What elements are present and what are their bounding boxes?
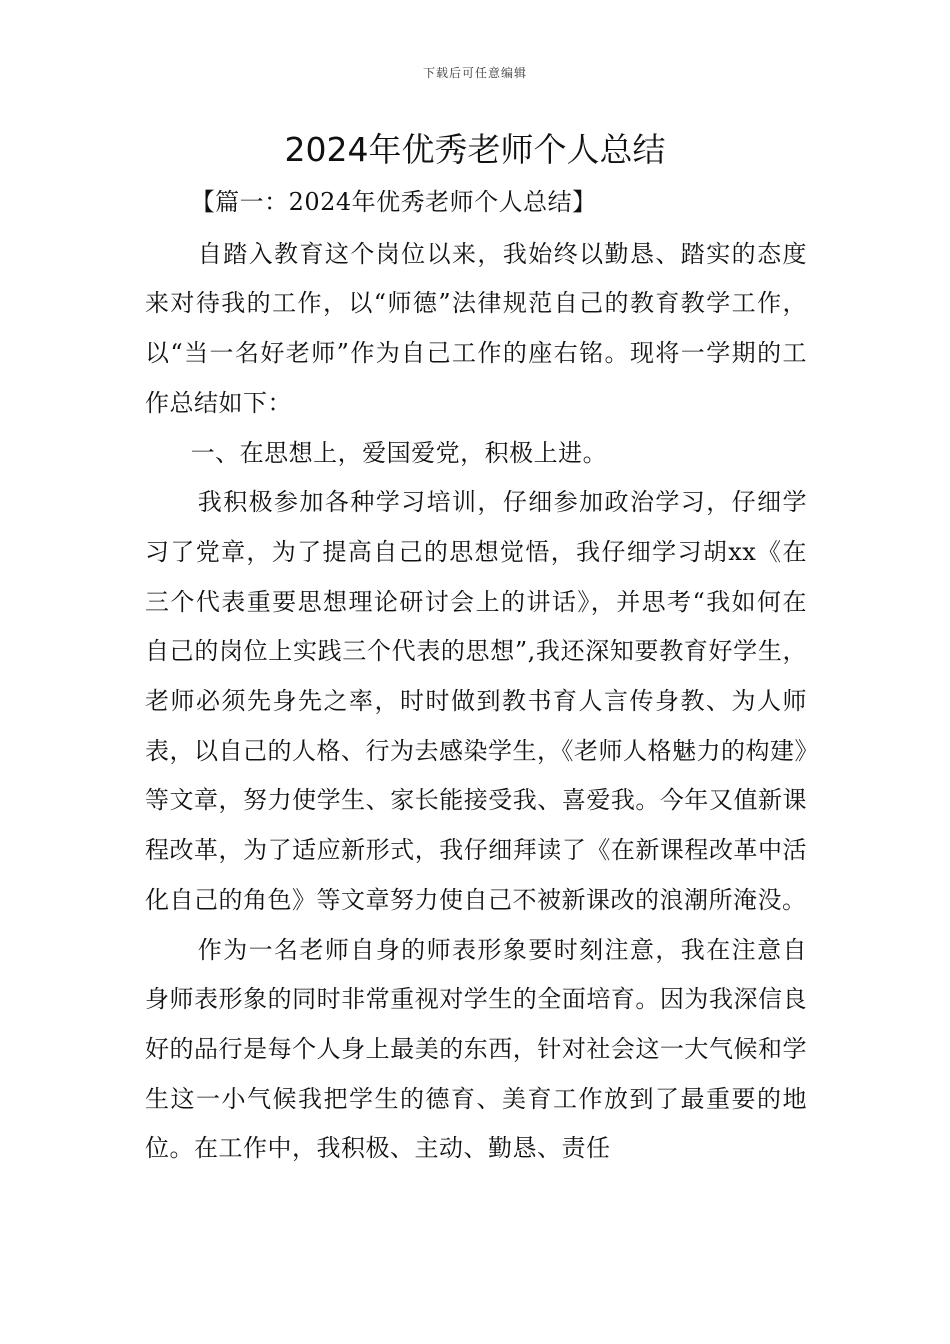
document-title: 2024年优秀老师个人总结	[284, 130, 666, 169]
chapter-heading: 【篇一：2024年优秀老师个人总结】	[190, 188, 597, 216]
paragraph-intro: 自踏入教育这个岗位以来，我始终以勤恳、踏实的态度来对待我的工作，以“师德”法律规范自己的教育教学工作，以“当一名好老师”作为自己工作的座右铭。现将一学期的工作总结如下：	[145, 239, 807, 417]
header-note: 下载后可任意编辑	[422, 66, 527, 80]
document-body	[145, 178, 807, 1174]
paragraph-image: 作为一名老师自身的师表形象要时刻注意，我在注意自身师表形象的同时非常重视对学生的全面培育。因为我深信良好的品行是每个人身上最美的东西，针对社会这一大气候和学生这一小气候我把学生的德育、美育工作放到了最重要的地位。在工作中，我积极、主动、勤恳、责任	[145, 935, 807, 1163]
section-heading-1: 一、在思想上，爱国爱党，积极上进。	[190, 438, 608, 467]
paragraph-study: 我积极参加各种学习培训，仔细参加政治学习，仔细学习了党章，为了提高自己的思想觉悟，我仔细学习胡xx《在三个代表重要思想理论研讨会上的讲话》，并思考“我如何在自己的岗位上实践三个代表的思想”,我还深知要教育好学生，老师必须先身先之率，时时做到教书育人言传身教、为人师表，以自己的人格、行为去感染学生，《老师人格魅力的构建》等文章，努力使学生、家长能接受我、喜爱我。今年又值新课程改革，为了适应新形式，我仔细拜读了《在新课程改革中活化自己的角色》等文章努力使自己不被新课改的浪潮所淹没。	[145, 488, 807, 914]
